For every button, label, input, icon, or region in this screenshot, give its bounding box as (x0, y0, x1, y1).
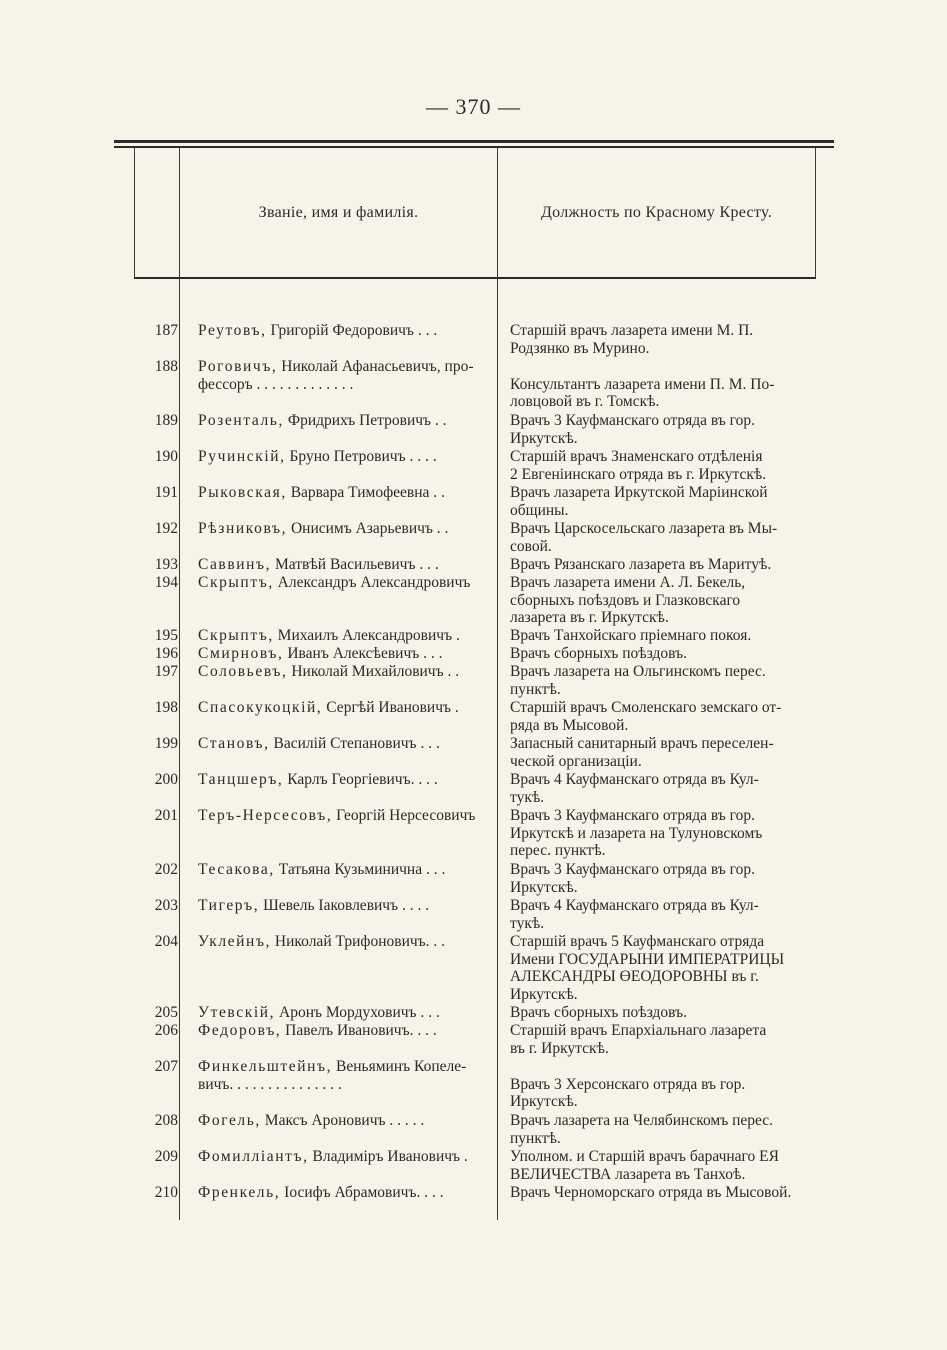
given-names: Василій Степановичъ . . . (273, 735, 440, 752)
row-number: 206 (154, 1022, 178, 1039)
column-header-name: Званіе, имя и фамилія. (258, 204, 419, 221)
row-number: 200 (154, 771, 178, 788)
surname: Ручинскій, (198, 448, 286, 465)
position-line: Имени ГОСУДАРЫНИ ИМПЕРАТРИЦЫ (510, 950, 785, 968)
position-line: Старшій врачъ 5 Кауфманскаго отряда (510, 933, 765, 950)
surname: Фогель, (198, 1112, 261, 1129)
row-number: 193 (154, 556, 178, 573)
surname: Саввинъ, (198, 556, 272, 573)
position-line: Врачъ сборныхъ поѣздовъ. (510, 645, 688, 662)
page-number: — 370 — (426, 94, 521, 119)
top-rule-thick (114, 140, 834, 143)
row-number: 191 (154, 484, 178, 501)
surname: Рѣзниковъ, (198, 520, 288, 537)
position-line: совой. (510, 537, 552, 555)
given-names: Александръ Александровичъ (277, 574, 471, 591)
position-line: Иркутскѣ. (510, 985, 578, 1003)
surname: Финкельштейнъ, (198, 1058, 333, 1075)
row-number: 210 (154, 1184, 178, 1201)
position-line: Врачъ 3 Кауфманскаго отряда въ гор. (510, 807, 756, 824)
position-line: Врачъ 4 Кауфманскаго отряда въ Кул- (510, 771, 759, 788)
surname: Тигеръ, (198, 897, 260, 914)
red-cross-position (510, 1184, 815, 1202)
surname: Тесакова, (198, 861, 275, 878)
table-border-right (815, 148, 816, 278)
red-cross-position (510, 861, 815, 896)
given-names: Веньяминъ Копеле- (336, 1058, 467, 1075)
surname: Реутовъ, (198, 322, 267, 339)
red-cross-position (510, 358, 815, 411)
red-cross-position (510, 1112, 815, 1147)
surname: Танцшеръ, (198, 771, 284, 788)
given-names: Павелъ Ивановичъ. . . . (285, 1022, 437, 1039)
position-line: Врачъ 3 Херсонскаго отряда въ гор. (510, 1075, 746, 1093)
given-names: Шевель Іаковлевичъ . . . . (263, 897, 430, 914)
given-names: Фридрихъ Петровичъ . . (287, 412, 447, 429)
position-line: Врачъ 3 Кауфманскаго отряда въ гор. (510, 861, 756, 878)
red-cross-position (510, 1148, 815, 1183)
position-line: тукѣ. (510, 788, 545, 806)
top-rule-thin (114, 146, 834, 148)
position-line (510, 358, 815, 376)
position-line: Старшій врачъ Знаменскаго отдѣленія (510, 448, 763, 465)
surname: Становъ, (198, 735, 270, 752)
position-line: Врачъ 4 Кауфманскаго отряда въ Кул- (510, 897, 759, 914)
row-number: 187 (154, 322, 178, 339)
row-number: 208 (154, 1112, 178, 1129)
row-number: 199 (154, 735, 178, 752)
position-line: Родзянко въ Мурино. (510, 339, 650, 357)
surname: Роговичъ, (198, 358, 278, 375)
header-rule (134, 277, 816, 279)
red-cross-position (510, 699, 815, 734)
position-line: общины. (510, 501, 569, 519)
position-line: Иркутскѣ и лазарета на Тулуновскомъ (510, 824, 763, 842)
position-line: ческой организаціи. (510, 752, 642, 770)
position-line: Врачъ Черноморскаго отряда въ Мысовой. (510, 1184, 792, 1201)
position-line: Старшій врачъ лазарета имени М. П. (510, 322, 754, 339)
given-names: Бруно Петровичъ . . . . (289, 448, 437, 465)
position-line: Врачъ Рязанскаго лазарета въ Маритуѣ. (510, 556, 772, 573)
position-line: пунктѣ. (510, 1129, 561, 1147)
row-number: 196 (154, 645, 178, 662)
row-number: 192 (154, 520, 178, 537)
position-line: ряда въ Мысовой. (510, 716, 629, 734)
red-cross-position (510, 484, 815, 519)
position-line: ВЕЛИЧЕСТВА лазарета въ Танхоѣ. (510, 1165, 746, 1183)
red-cross-position (510, 645, 815, 663)
position-line: Врачъ Царскосельскаго лазарета въ Мы- (510, 520, 778, 537)
red-cross-position (510, 448, 815, 483)
position-line: Запасный санитарный врачъ переселен- (510, 735, 774, 752)
position-line: сборныхъ поѣздовъ и Глазковскаго (510, 591, 741, 609)
surname: Соловьевъ, (198, 663, 288, 680)
given-names: Варвара Тимофеевна . . (290, 484, 445, 501)
name-continuation: вичъ. . . . . . . . . . . . . . . (198, 1075, 342, 1093)
position-line: Врачъ лазарета на Ольгинскомъ перес. (510, 663, 766, 680)
red-cross-position (510, 574, 815, 627)
given-names: Татьяна Кузьминична . . . (278, 861, 446, 878)
row-number: 190 (154, 448, 178, 465)
given-names: Іосифъ Абрамовичъ. . . . (284, 1184, 444, 1201)
given-names: Онисимъ Азарьевичъ . . (290, 520, 449, 537)
position-line: Иркутскѣ. (510, 1093, 578, 1110)
row-number: 189 (154, 412, 178, 429)
given-names: Николай Афанасьевичъ, про- (281, 358, 474, 375)
given-names: Иванъ Алексѣевичъ . . . (287, 645, 443, 662)
given-names: Аронъ Мордуховичъ . . . (279, 1004, 440, 1021)
given-names: Максъ Ароновичъ . . . . . (264, 1112, 425, 1129)
red-cross-position (510, 933, 815, 1003)
red-cross-position (510, 412, 815, 447)
position-line: Врачъ 3 Кауфманскаго отряда въ гор. (510, 412, 756, 429)
row-number: 201 (154, 807, 178, 824)
surname: Скрыптъ, (198, 574, 274, 591)
given-names: Матвѣй Васильевичъ . . . (275, 556, 439, 573)
given-names: Михаилъ Александровичъ . (277, 627, 460, 644)
red-cross-position (510, 556, 815, 574)
surname: Френкель, (198, 1184, 281, 1201)
position-line: пунктѣ. (510, 680, 561, 698)
position-line: перес. пунктѣ. (510, 842, 606, 859)
position-line: Старшій врачъ Епархіальнаго лазарета (510, 1022, 767, 1039)
row-number: 202 (154, 861, 178, 878)
row-number: 194 (154, 574, 178, 591)
red-cross-position (510, 627, 815, 645)
given-names: Николай Трифоновичъ. . . (274, 933, 446, 950)
position-line: Врачъ сборныхъ поѣздовъ. (510, 1004, 688, 1021)
position-line: Старшій врачъ Смоленскаго земскаго от- (510, 699, 782, 716)
position-line: Врачъ лазарета Иркутской Маріинской (510, 484, 768, 501)
row-number: 198 (154, 699, 178, 716)
position-line: 2 Евгеніинскаго отряда въ г. Иркутскѣ. (510, 465, 767, 483)
name-continuation: фессоръ . . . . . . . . . . . . . (198, 375, 354, 393)
surname: Скрыптъ, (198, 627, 274, 644)
position-line: Иркутскѣ. (510, 878, 578, 896)
red-cross-position (510, 1004, 815, 1022)
red-cross-position (510, 1022, 815, 1057)
red-cross-position (510, 1058, 815, 1111)
given-names: Григорій Федоровичъ . . . (270, 322, 438, 339)
row-number: 207 (154, 1058, 178, 1075)
row-number: 209 (154, 1148, 178, 1165)
row-number: 205 (154, 1004, 178, 1021)
column-divider-number (179, 148, 180, 1220)
position-line: Врачъ лазарета на Челябинскомъ перес. (510, 1112, 774, 1129)
row-number: 203 (154, 897, 178, 914)
given-names: Георгій Нерсесовичъ (336, 807, 476, 824)
column-header-duty: Должность по Красному Кресту. (540, 204, 773, 221)
surname: Розенталь, (198, 412, 284, 429)
surname: Фомилліантъ, (198, 1148, 309, 1165)
position-line: Консультантъ лазарета имени П. М. По- (510, 375, 775, 393)
given-names: Карлъ Георгіевичъ. . . . (287, 771, 438, 788)
surname: Уклейнъ, (198, 933, 272, 950)
surname: Утевскій, (198, 1004, 276, 1021)
given-names: Владиміръ Ивановичъ . (312, 1148, 468, 1165)
row-number: 197 (154, 663, 178, 680)
position-line: ловцовой въ г. Томскѣ. (510, 393, 660, 410)
red-cross-position (510, 771, 815, 806)
table-border-left (134, 148, 135, 278)
red-cross-position (510, 807, 815, 860)
position-line (510, 1058, 815, 1076)
row-number: 195 (154, 627, 178, 644)
surname: Смирновъ, (198, 645, 284, 662)
surname: Спасокукоцкій, (198, 699, 323, 716)
position-line: въ г. Иркутскѣ. (510, 1039, 609, 1057)
position-line: Врачъ Танхойскаго пріемнаго покоя. (510, 627, 752, 644)
position-line: Иркутскѣ. (510, 429, 578, 447)
position-line: лазарета въ г. Иркутскѣ. (510, 609, 669, 626)
given-names: Николай Михайловичъ . . (291, 663, 460, 680)
red-cross-position (510, 520, 815, 555)
position-line: тукѣ. (510, 914, 545, 932)
red-cross-position (510, 322, 815, 357)
red-cross-position (510, 897, 815, 932)
surname: Теръ-Нерсесовъ, (198, 807, 333, 824)
given-names: Сергѣй Ивановичъ . (326, 699, 459, 716)
surname: Рыковская, (198, 484, 287, 501)
red-cross-position (510, 735, 815, 770)
red-cross-position (510, 663, 815, 698)
row-number: 204 (154, 933, 178, 950)
surname: Федоровъ, (198, 1022, 282, 1039)
row-number: 188 (154, 358, 178, 375)
position-line: АЛЕКСАНДРЫ ӨЕОДОРОВНЫ въ г. (510, 968, 759, 985)
position-line: Врачъ лазарета имени А. Л. Бекель, (510, 574, 746, 591)
position-line: Уполном. и Старшій врачъ барачнаго ЕЯ (510, 1148, 779, 1165)
